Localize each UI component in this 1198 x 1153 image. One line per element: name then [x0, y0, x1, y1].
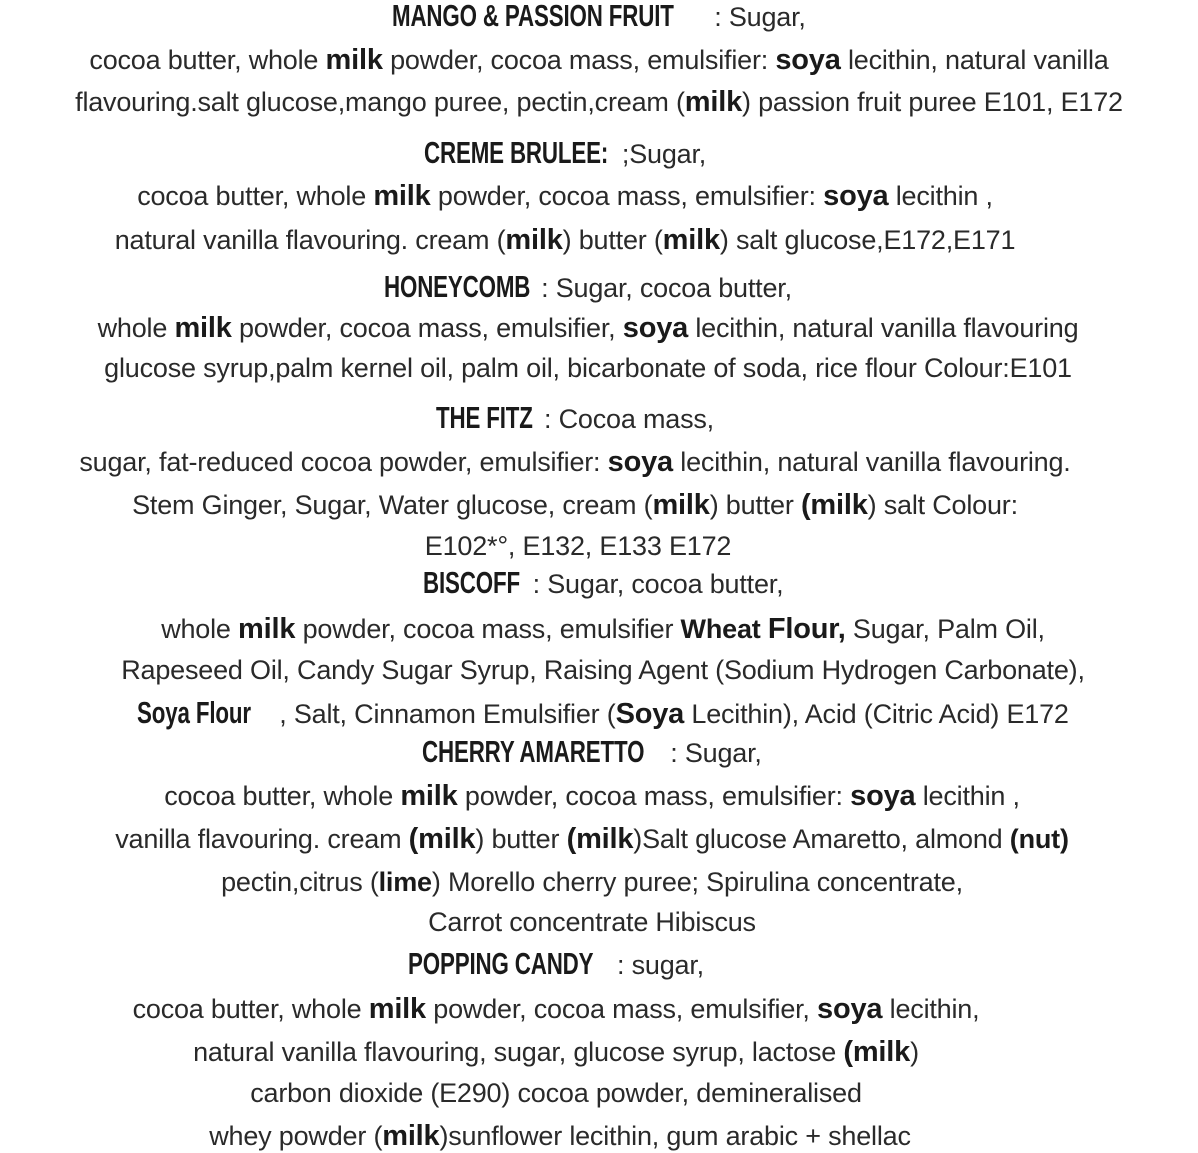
ingredient-text: sugar, fat-reduced cocoa powder, emulsifier: [79, 447, 608, 477]
allergen-text: (milk [408, 823, 476, 855]
allergen-text: soya [817, 993, 883, 1025]
ingredient-text: )Salt glucose Amaretto, almond [633, 824, 1010, 854]
ingredient-text: glucose syrup,palm kernel oil, palm oil, bicarbonate of soda, rice flour Colour:E101 [104, 353, 1072, 383]
ingredient-line [221, 867, 963, 897]
product-name: Soya Flour [137, 695, 252, 730]
allergen-text: milk [505, 224, 563, 256]
allergen-text: Flour, [767, 613, 846, 645]
ingredient-line [89, 45, 1108, 75]
allergen-text: milk [382, 1120, 440, 1152]
ingredient-text: powder, cocoa mass, emulsifier: [382, 45, 776, 75]
ingredient-text: cocoa butter, whole [137, 181, 374, 211]
allergen-text: Wheat [680, 614, 761, 644]
ingredient-line [121, 655, 1085, 685]
ingredient-text: : Sugar, [714, 2, 806, 32]
ingredient-text: ) butter ( [562, 225, 663, 255]
ingredient-text: : Sugar, [670, 738, 762, 768]
product-name: CHERRY AMARETTO [422, 734, 645, 769]
allergen-text: (milk [843, 1036, 911, 1068]
ingredient-line [164, 781, 1020, 811]
allergen-text: (nut) [1009, 824, 1069, 854]
ingredient-text: ) salt Colour: [867, 490, 1018, 520]
allergen-text: milk [174, 312, 232, 344]
allergen-text: milk [662, 224, 720, 256]
product-name-box [436, 400, 544, 435]
section-heading-line [384, 269, 792, 304]
ingredient-text: : sugar, [617, 950, 704, 980]
ingredient-line [104, 353, 1072, 383]
product-name: MANGO & PASSION FRUIT [392, 0, 675, 33]
ingredient-line [137, 695, 1069, 730]
allergen-text: Soya [615, 698, 685, 730]
ingredient-text: powder, cocoa mass, emulsifier, [425, 994, 818, 1024]
ingredient-text: cocoa butter, whole [132, 994, 369, 1024]
ingredient-text: lecithin, natural vanilla flavouring [688, 313, 1079, 343]
product-name: THE FITZ [436, 400, 533, 435]
product-name: POPPING CANDY [408, 946, 594, 981]
ingredient-text: cocoa butter, whole [89, 45, 326, 75]
ingredient-text: Sugar, Palm Oil, [845, 614, 1045, 644]
ingredient-line [133, 994, 980, 1024]
product-name-box [422, 565, 533, 600]
section-heading-line [422, 565, 784, 600]
ingredient-line [193, 1037, 919, 1067]
ingredient-text: natural vanilla flavouring, sugar, glucose syrup, lactose [193, 1037, 844, 1067]
allergen-text: milk [684, 86, 743, 118]
ingredient-text: ) passion fruit puree E101, E172 [742, 87, 1123, 117]
ingredient-text: cocoa butter, whole [164, 781, 401, 811]
ingredient-line [75, 87, 1123, 117]
ingredient-text: whole [161, 614, 239, 644]
ingredient-text: lecithin , [915, 781, 1020, 811]
section-heading-line [392, 1, 805, 32]
ingredient-text: powder, cocoa mass, emulsifier, [231, 313, 623, 343]
section-heading-line [422, 734, 762, 769]
ingredient-text: Stem Ginger, Sugar, Water glucose, cream ( [132, 490, 653, 520]
ingredient-text: lecithin, [882, 994, 980, 1024]
ingredient-line [98, 313, 1079, 343]
allergen-text: (milk [566, 823, 634, 855]
ingredient-text: : Cocoa mass, [544, 404, 714, 434]
ingredient-text: powder, cocoa mass, emulsifier: [430, 181, 824, 211]
ingredient-text: whole [97, 313, 175, 343]
ingredient-text: ) Morello cherry puree; Spirulina concentrate, [431, 867, 963, 897]
allergen-text: soya [775, 44, 841, 76]
allergen-text: milk [652, 489, 710, 521]
ingredient-line [79, 447, 1070, 477]
ingredient-text: Lecithin), Acid (Citric Acid) E172 [684, 699, 1069, 729]
ingredient-text: pectin,citrus ( [221, 867, 379, 897]
ingredient-text: , Salt, Cinnamon Emulsifier ( [279, 699, 616, 729]
section-heading-line [423, 135, 707, 170]
ingredient-text: natural vanilla flavouring. cream ( [114, 225, 506, 255]
product-name: CREME BRULEE: [423, 135, 609, 170]
ingredient-text [761, 614, 768, 644]
ingredient-text: : Sugar, cocoa butter, [541, 273, 792, 303]
ingredient-line [209, 1121, 911, 1151]
ingredient-text: lecithin , [888, 181, 993, 211]
ingredient-text: lecithin, natural vanilla [840, 45, 1109, 75]
ingredient-text: Carrot concentrate Hibiscus [428, 907, 756, 937]
section-heading-line [408, 946, 704, 981]
ingredient-text: ) butter [475, 824, 567, 854]
ingredient-text: : Sugar, cocoa butter, [532, 569, 784, 599]
allergen-text: soya [622, 312, 689, 344]
ingredient-text: E102*°, E132, E133 E172 [424, 531, 732, 561]
ingredient-line [250, 1078, 862, 1108]
allergen-text: soya [823, 180, 889, 212]
product-name-box [408, 946, 617, 981]
ingredient-line [161, 614, 1045, 644]
product-name-box [384, 269, 541, 304]
product-name-box [137, 695, 279, 730]
ingredient-text: ) salt glucose,E172,E171 [719, 225, 1016, 255]
ingredient-text: ) [910, 1037, 919, 1067]
allergen-text: lime [378, 867, 432, 897]
ingredient-text: Rapeseed Oil, Candy Sugar Syrup, Raising Agent (Sodium Hydrogen Carbonate), [121, 655, 1085, 685]
ingredient-text: ) butter [709, 490, 801, 520]
ingredient-text: vanilla flavouring. cream [115, 824, 409, 854]
ingredient-text: ;Sugar, [621, 139, 707, 169]
ingredient-line [425, 531, 731, 561]
allergen-text: (milk [800, 489, 868, 521]
allergen-text: milk [400, 780, 458, 812]
ingredient-line [428, 907, 756, 937]
product-name-box [392, 1, 714, 32]
ingredient-text: flavouring.salt glucose,mango puree, pectin,cream ( [75, 87, 685, 117]
allergen-text: milk [368, 993, 426, 1025]
ingredient-line [115, 824, 1069, 854]
ingredient-text: carbon dioxide (E290) cocoa powder, demineralised [250, 1078, 862, 1108]
allergen-text: milk [325, 44, 383, 76]
ingredient-line [137, 181, 993, 211]
allergen-text: soya [607, 446, 673, 478]
ingredient-text: )sunflower lecithin, gum arabic + shellac [439, 1121, 911, 1151]
product-name: HONEYCOMB [384, 269, 531, 304]
ingredient-text: powder, cocoa mass, emulsifier [295, 614, 681, 644]
ingredient-text: lecithin, natural vanilla flavouring. [672, 447, 1071, 477]
product-name-box [423, 135, 622, 170]
product-name: BISCOFF [422, 565, 520, 600]
ingredient-text: powder, cocoa mass, emulsifier: [457, 781, 851, 811]
section-heading-line [436, 400, 714, 435]
allergen-text: milk [373, 180, 431, 212]
ingredient-text: whey powder ( [209, 1121, 383, 1151]
product-name-box [422, 734, 670, 769]
ingredient-line [115, 225, 1016, 255]
allergen-text: soya [850, 780, 916, 812]
ingredient-line [132, 490, 1018, 520]
allergen-text: milk [238, 613, 296, 645]
